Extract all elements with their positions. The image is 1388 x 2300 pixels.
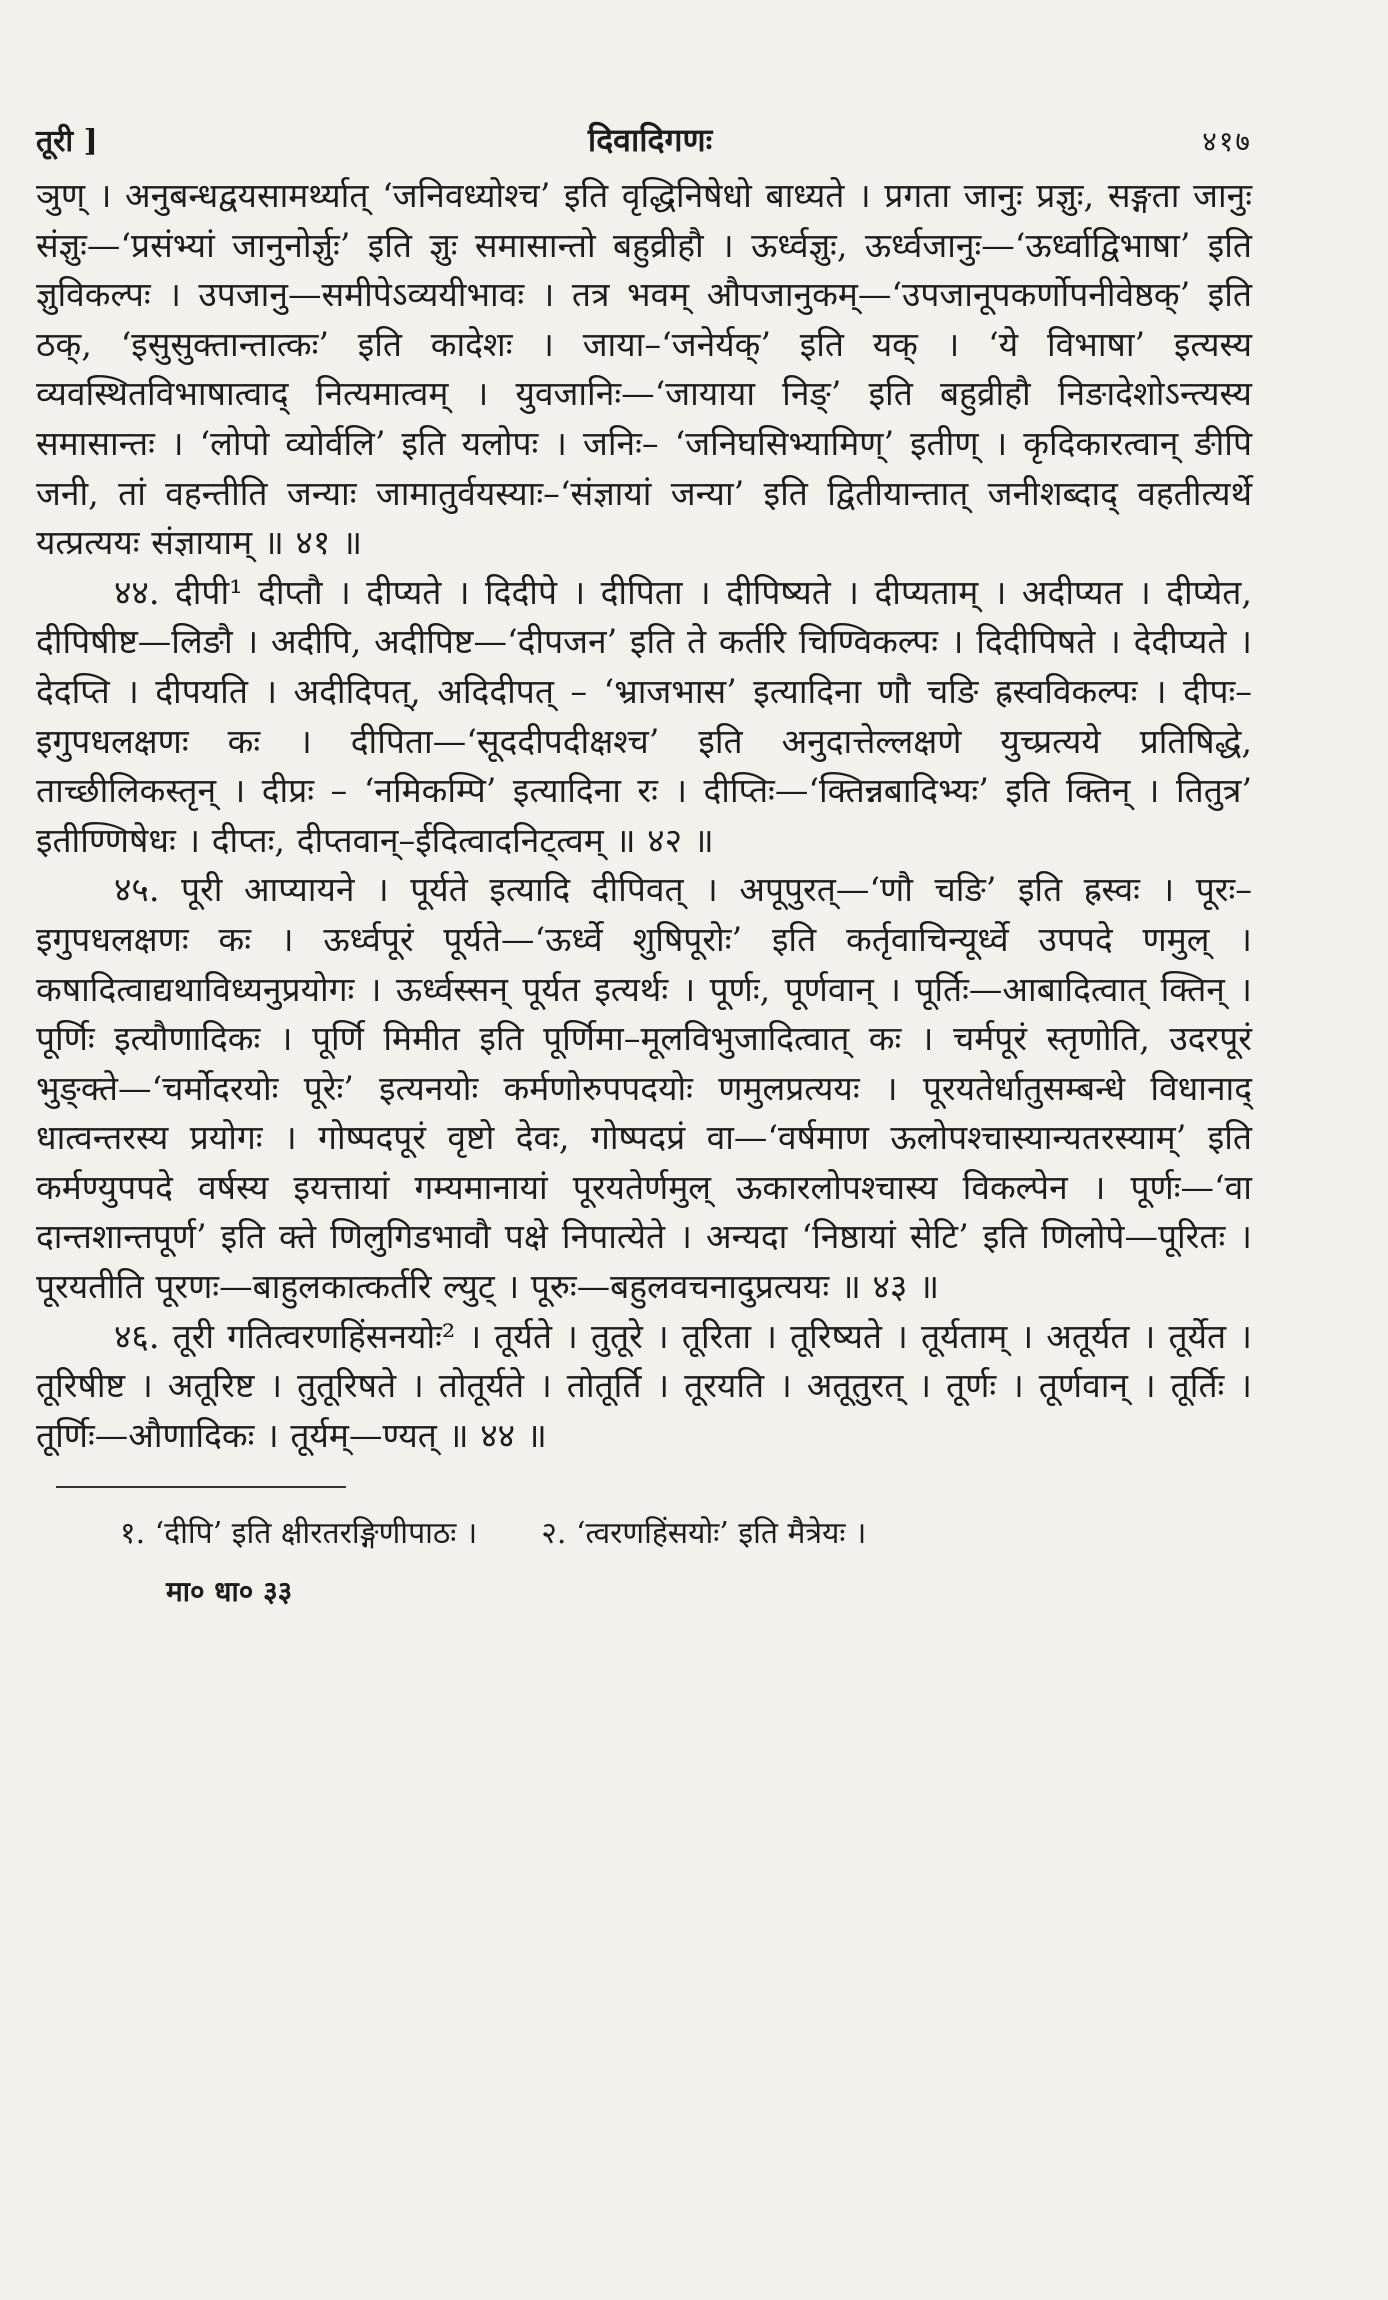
- footnote-2: २. ‘त्वरणहिंसयोः’ इति मैत्रेयः ।: [541, 1516, 867, 1552]
- paragraph-43: ४५. पूरी आप्यायने । पूर्यते इत्यादि दीपिवत् । अपूपुरत्—‘णौ चङि’ इति ह्रस्वः । पूरः–इगुपधलक्षणः कः । ऊर्ध्वपूरं पूर्यते—‘ऊर्ध्वे शुषिपूरोः’ इति कर्तृवाचिन्यूर्ध्वे उपपदे णमुल् । कषादित्वाद्यथाविध्यनुप्रयोगः । ऊर्ध्वस्सन् पूर्यत इत्यर्थः । पूर्णः, पूर्णवान् । पूर्तिः—आबादित्वात् क्तिन् । पूर्णिः इत्यौणादिकः । पूर्णि मिमीत इति पूर्णिमा–मूलविभुजादित्वात् कः । चर्मपूरं स्तृणोति, उदरपूरं भुङ्क्ते—‘चर्मोदरयोः पूरेः’ इत्यनयोः कर्मणोरुपपदयोः णमुलप्रत्ययः । पूरयतेर्धातुसम्बन्धे विधानाद् धात्वन्तरस्य प्रयोगः । गोष्पदपूरं वृष्टो देवः, गोष्पदप्रं वा—‘वर्षमाण ऊलोपश्चास्यान्यतरस्याम्’ इति कर्मण्युपपदे वर्षस्य इयत्तायां गम्यमानायां पूरयतेर्णमुल् ऊकारलोपश्चास्य विकल्पेन । पूर्णः—‘वा दान्तशान्तपूर्ण’ इति क्ते णिलुगिडभावौ पक्षे निपात्येते । अन्यदा ‘निष्ठायां सेटि’ इति णिलोपे—पूरितः । पूरयतीति पूरणः—बाहुलकात्कर्तरि ल्युट् । पूरुः—बहुलवचनादुप्रत्ययः ॥ ४३ ॥: [36, 870, 1252, 1307]
- footnote-divider: [56, 1486, 346, 1488]
- paragraph-42: ४४. दीपी¹ दीप्तौ । दीप्यते । दिदीपे । दीपिता । दीपिष्यते । दीप्यताम् । अदीप्यत । दीप्येत, दीपिषीष्ट—लिङौ । अदीपि, अदीपिष्ट—‘दीपजन’ इति ते कर्तरि चिण्विकल्पः । दिदीपिषते । देदीप्यते । देदप्ति । दीपयति । अदीदिपत्, अदिदीपत् – ‘भ्राजभास’ इत्यादिना णौ चङि ह्रस्वविकल्पः । दीपः–इगुपधलक्षणः कः । दीपिता—‘सूददीपदीक्षश्च’ इति अनुदात्तेल्लक्षणे युच्प्रत्यये प्रतिषिद्धे, ताच्छीलिकस्तृन् । दीप्रः – ‘नमिकम्पि’ इत्यादिना रः । दीप्तिः—‘क्तिन्नबादिभ्यः’ इति क्तिन् । तितुत्र’ इतीण्णिषेधः । दीप्तः, दीप्तवान्–ईदित्वादनिट्त्वम् ॥ ४२ ॥: [36, 572, 1252, 860]
- page-number: ४१७: [1202, 125, 1252, 158]
- page-header: [36, 118, 1252, 161]
- header-title: दिवादिगणः: [587, 121, 713, 159]
- signature-mark: मा० धा० ३३: [166, 1575, 293, 1609]
- paragraph-41: ञुण् । अनुबन्धद्वयसामर्थ्यात् ‘जनिवध्योश्च’ इति वृद्धिनिषेधो बाध्यते । प्रगता जानुः प्रज्ञुः, सङ्गता जानुः संज्ञुः—‘प्रसंभ्यां जानुनोर्ज्ञुः’ इति ज्ञुः समासान्तो बहुव्रीहौ । ऊर्ध्वज्ञुः, ऊर्ध्वजानुः—‘ऊर्ध्वाद्विभाषा’ इति ज्ञुविकल्पः । उपजानु—समीपेऽव्ययीभावः । तत्र भवम् औपजानुकम्—‘उपजानूपकर्णोपनीवेष्ठक्’ इति ठक्, ‘इसुसुक्तान्तात्कः’ इति कादेशः । जाया–‘जनेर्यक्’ इति यक् । ‘ये विभाषा’ इत्यस्य व्यवस्थितविभाषात्वाद् नित्यमात्वम् । युवजानिः—‘जायाया निङ्’ इति बहुव्रीहौ निङादेशोऽन्त्यस्य समासान्तः । ‘लोपो व्योर्वलि’ इति यलोपः । जनिः– ‘जनिघसिभ्यामिण्’ इतीण् । कृदिकारत्वान् ङीपि जनी, तां वहन्तीति जन्याः जामातुर्वयस्याः–‘संज्ञायां जन्या’ इति द्वितीयान्तात् जनीशब्दाद् वहतीत्यर्थे यत्प्रत्ययः संज्ञायाम् ॥ ४१ ॥: [36, 176, 1252, 563]
- footnote-1: १. ‘दीपि’ इति क्षीरतरङ्गिणीपाठः ।: [120, 1516, 478, 1552]
- paragraph-44: ४६. तूरी गतित्वरणहिंसनयोः² । तूर्यते । तुतूरे । तूरिता । तूरिष्यते । तूर्यताम् । अतूर्यत । तूर्येत । तूरिषीष्ट । अतूरिष्ट । तुतूरिषते । तोतूर्यते । तोतूर्ति । तूरयति । अतूतुरत् । तूर्णः । तूर्णवान् । तूर्तिः । तूर्णिः—औणादिकः । तूर्यम्—ण्यत् ॥ ४४ ॥: [36, 1316, 1252, 1455]
- header-left: तूरी ]: [36, 124, 98, 159]
- footnotes: [120, 1510, 1252, 1558]
